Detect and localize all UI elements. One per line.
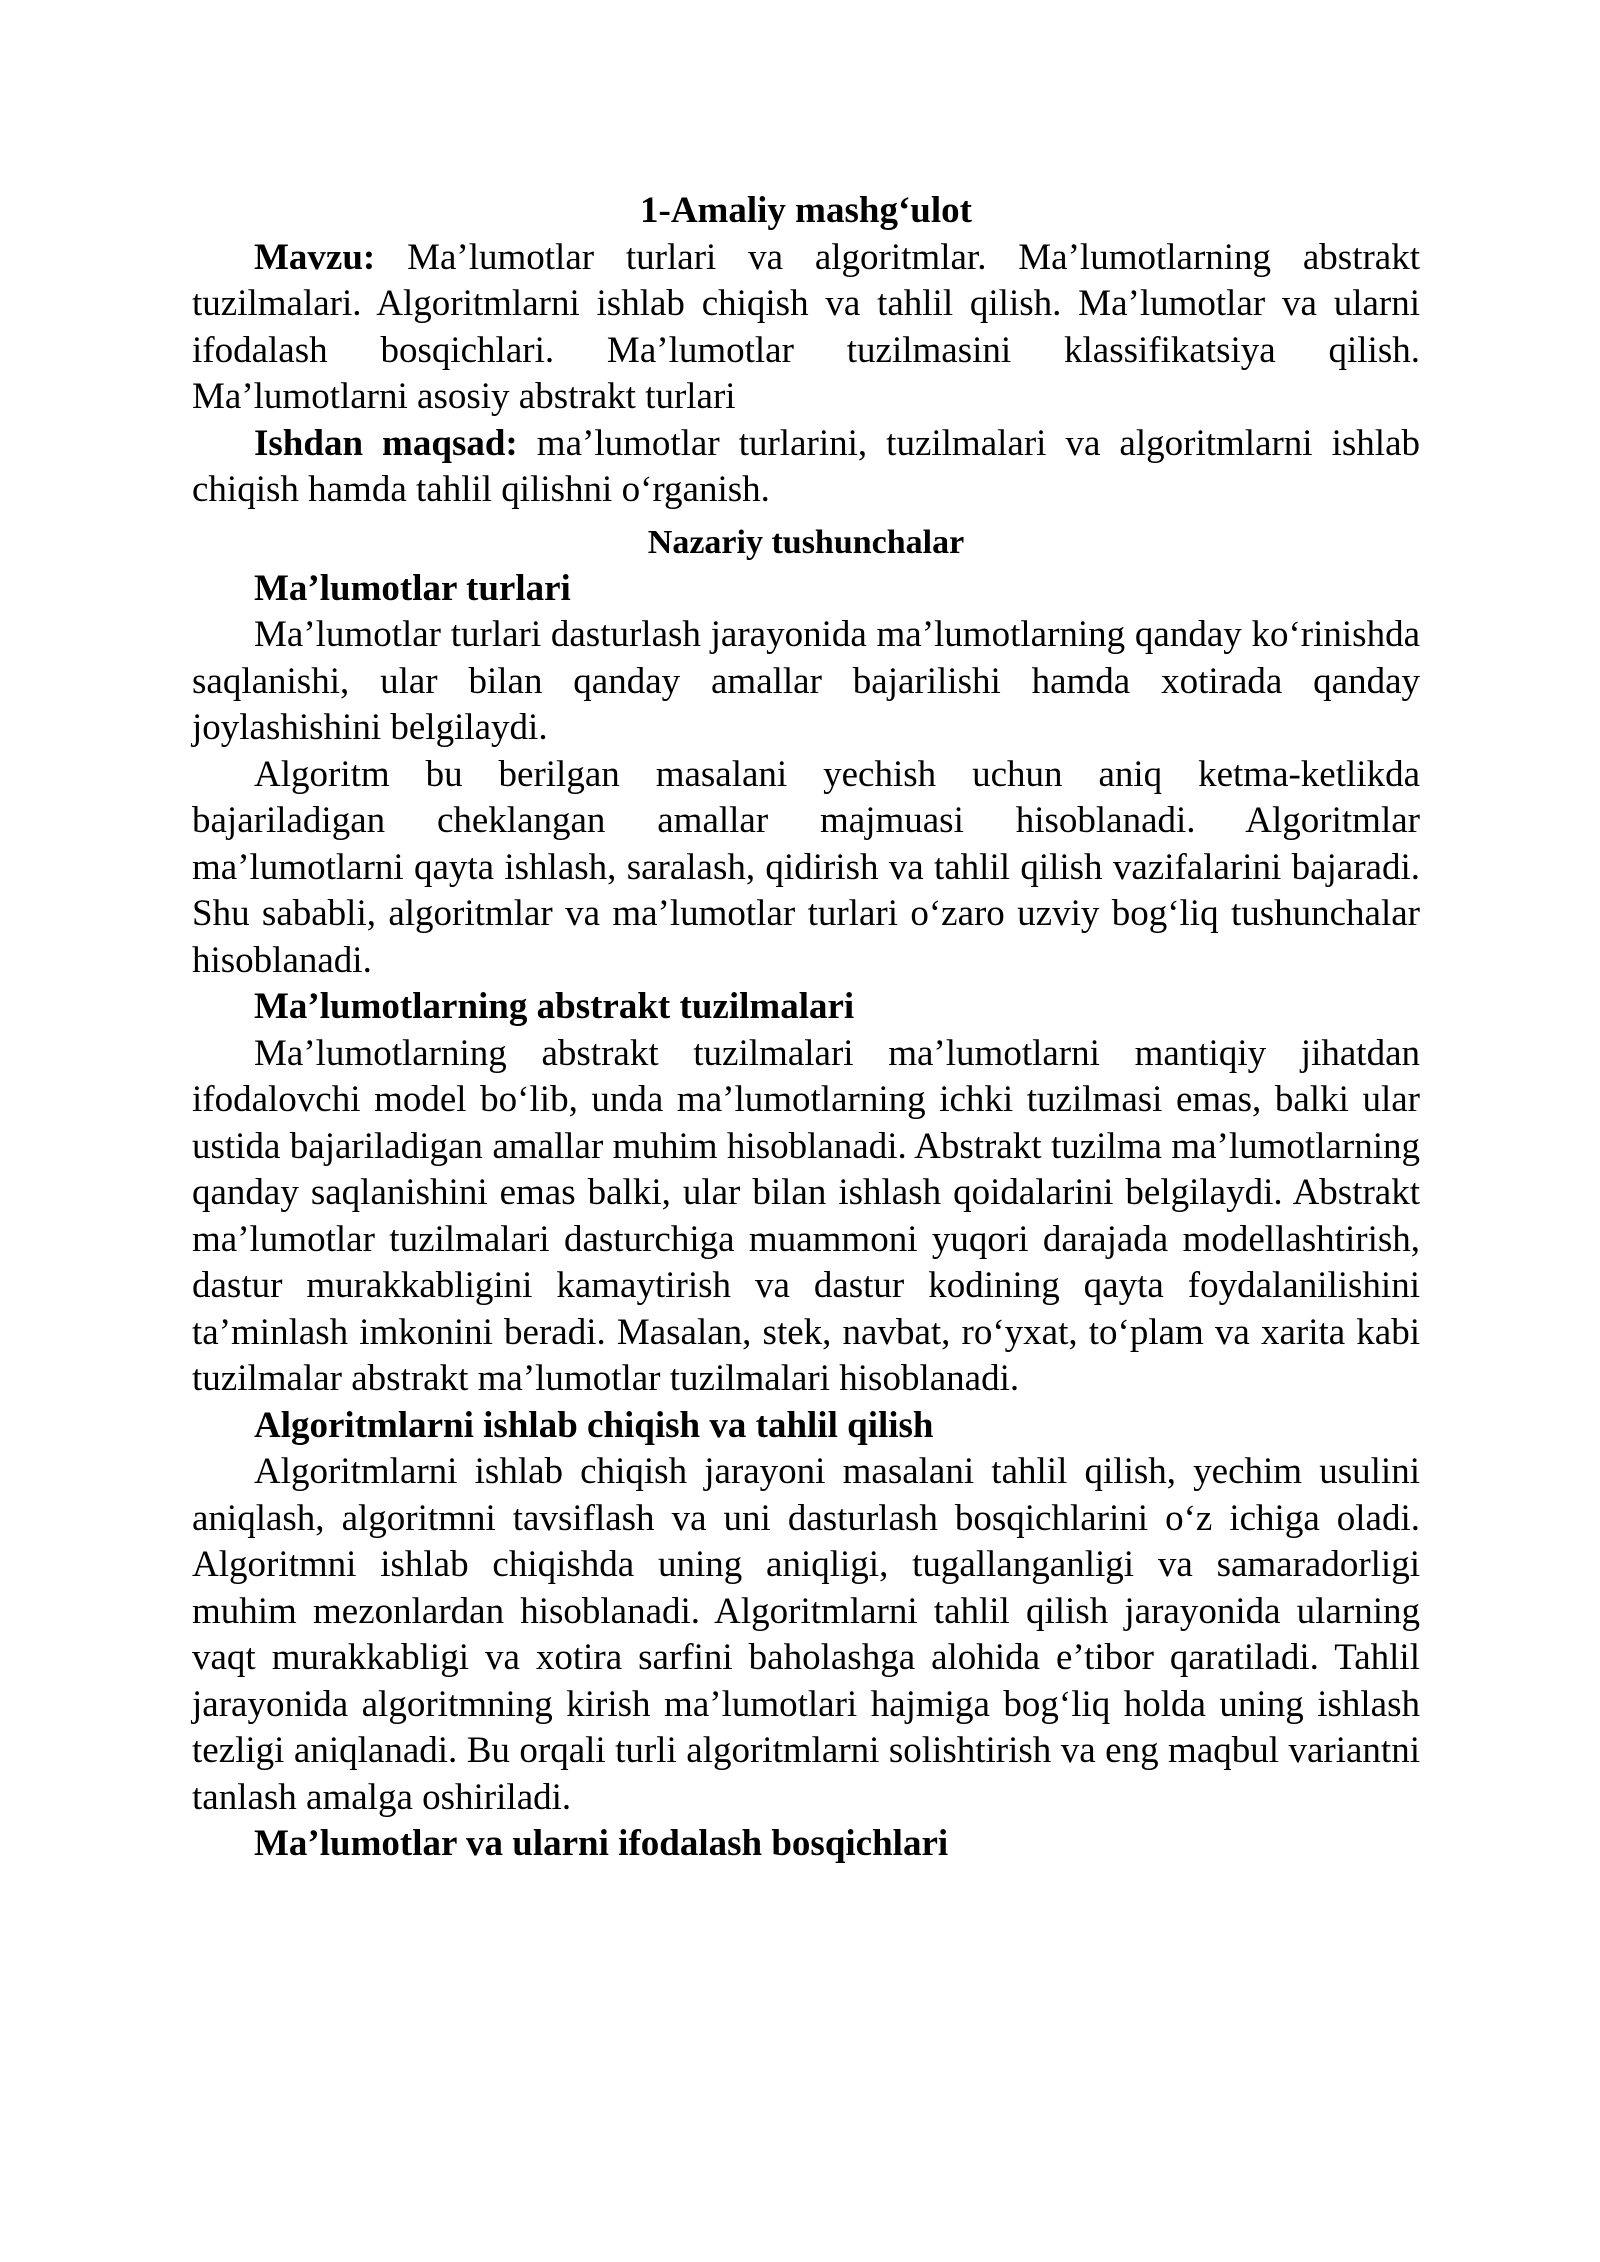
paragraph-algorithm-design: Algoritmlarni ishlab chiqish jarayoni masalani tahlil qilish, yechim usulini aniqlash, algoritmni tavsiflash va uni dasturlash bosqichlarini o‘z ichiga oladi. Algoritmni ishlab chiqishda uning aniqligi, tugallanganligi va samaradorligi muhim mezonlardan hisoblanadi. Algoritmlarni tahlil qilish jarayonida ularning vaqt murakkabligi va xotira sarfini baholashga alohida e’tibor qaratiladi. Tahlil jarayonida algoritmning kirish ma’lumotlari hajmiga bog‘liq holda uning ishlash tezligi aniqlanadi. Bu orqali turli algoritmlarni solishtirish va eng maqbul variantni tanlash amalga oshiriladi. (192, 1451, 1420, 1818)
topic-paragraph (192, 235, 1420, 421)
paragraph-data-types-2: Algoritm bu berilgan masalani yechish uchun aniq ketma-ketlikda bajariladigan cheklangan amallar majmuasi hisoblanadi. Algoritmlar ma’lumotlarni qayta ishlash, saralash, qidirish va tahlil qilish vazifalarini bajaradi. Shu sababli, algoritmlar va ma’lumotlar turlari o‘zaro uzviy bog‘liq tushunchalar hisoblanadi. (192, 753, 1420, 981)
section-heading-data-types: Ma’lumotlar turlari (254, 567, 571, 609)
goal-text: ma’lumotlar turlarini, tuzilmalari va algoritmlarni ishlab chiqish hamda tahlil qilishni o‘rganish. (192, 422, 1420, 510)
page-title: 1-Amaliy mashg‘ulot (640, 190, 972, 231)
section-heading-algorithm-design: Algoritmlarni ishlab chiqish va tahlil qilish (254, 1404, 934, 1446)
document-page (192, 188, 1420, 1868)
section-heading-abstract-structures: Ma’lumotlarning abstrakt tuzilmalari (254, 986, 855, 1027)
topic-text: Ma’lumotlar turlari va algoritmlar. Ma’lumotlarning abstrakt tuzilmalari. Algoritmlarni ishlab chiqish va tahlil qilish. Ma’lumotlar va ularni ifodalash bosqichlari. Ma’lumotlar tuzilmasini klassifikatsiya qilish. Ma’lumotlarni asosiy abstrakt turlari (192, 236, 1420, 417)
theory-subtitle: Nazariy tushunchalar (647, 523, 965, 561)
goal-label: Ishdan maqsad: (254, 422, 518, 464)
paragraph-data-types-1: Ma’lumotlar turlari dasturlash jarayonida ma’lumotlarning qanday ko‘rinishda saqlanishi, ular bilan qanday amallar bajarilishi hamda xotirada qanday joylashishini belgilaydi. (192, 614, 1420, 748)
paragraph-abstract-structures: Ma’lumotlarning abstrakt tuzilmalari ma’lumotlarni mantiqiy jihatdan ifodalovchi model bo‘lib, unda ma’lumotlarning ichki tuzilmasi emas, balki ular ustida bajariladigan amallar muhim hisoblanadi. Abstrakt tuzilma ma’lumotlarning qanday saqlanishini emas balki, ular bilan ishlash qoidalarini belgilaydi. Abstrakt ma’lumotlar tuzilmalari dasturchiga muammoni yuqori darajada modellashtirish, dastur murakkabligini kamaytirish va dastur kodining qayta foydalanilishini ta’minlash imkonini beradi. Masalan, stek, navbat, ro‘yxat, to‘plam va xarita kabi tuzilmalar abstrakt ma’lumotlar tuzilmalari hisoblanadi. (192, 1032, 1420, 1399)
section-heading-data-representation: Ma’lumotlar va ularni ifodalash bosqichlari (254, 1823, 949, 1864)
topic-label: Mavzu: (254, 236, 376, 278)
goal-paragraph (192, 421, 1420, 514)
